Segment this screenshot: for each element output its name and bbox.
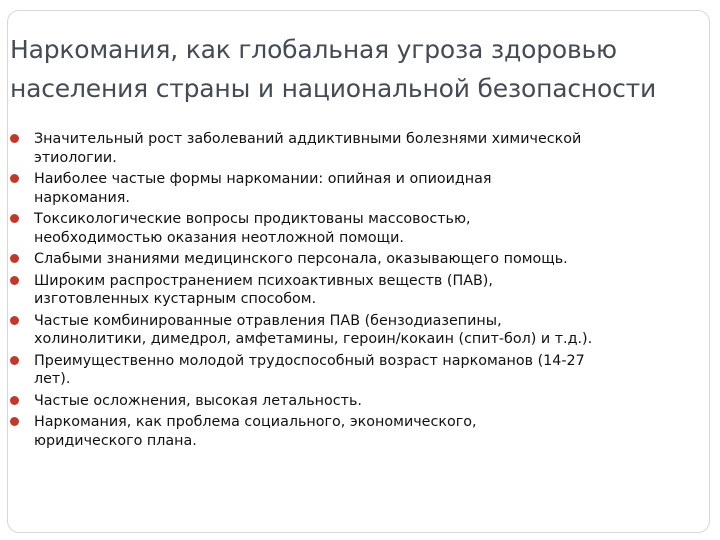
bullet-text-line: Значительный рост заболеваний аддиктивными болезнями химической: [34, 131, 582, 147]
bullet-dot-icon: [10, 276, 19, 285]
bullet-item: [10, 130, 710, 167]
bullet-dot-icon: [10, 417, 19, 426]
bullet-item: [10, 272, 710, 309]
bullet-item: [10, 312, 710, 349]
bullet-text-line: Слабыми знаниями медицинского персонала, оказывающего помощь.: [34, 251, 568, 267]
slide-title-line-2: населения страны и национальной безопасности: [10, 74, 657, 103]
bullet-dot-icon: [10, 316, 19, 325]
bullet-text-line: лет).: [34, 371, 71, 387]
bullet-dot-icon: [10, 356, 19, 365]
bullet-item: [10, 392, 710, 411]
bullet-list: [10, 130, 710, 453]
bullet-item: [10, 250, 710, 269]
bullet-text-line: изготовленных кустарным способом.: [34, 291, 317, 307]
bullet-text-line: Наиболее частые формы наркомании: опийная и опиоидная: [34, 171, 492, 187]
slide-title: [10, 30, 710, 108]
bullet-text-line: Широким распространением психоактивных веществ (ПАВ),: [34, 272, 493, 289]
bullet-text-line: Преимущественно молодой трудоспособный возраст наркоманов (14-27: [34, 352, 585, 369]
bullet-text-line: Токсикологические вопросы продиктованы массовостью,: [34, 211, 471, 227]
bullet-text-line: Частые комбинированные отравления ПАВ (бензодиазепины,: [34, 312, 502, 329]
bullet-item: [10, 413, 710, 450]
bullet-text-line: холинолитики, димедрол, амфетамины, героин/кокаин (спит-бол) и т.д.).: [34, 331, 593, 347]
bullet-text-line: наркомания.: [34, 189, 130, 206]
bullet-text-line: юридического плана.: [34, 432, 197, 449]
slide-title-line-1: Наркомания, как глобальная угроза здоровью: [10, 35, 617, 64]
bullet-text-line: этиологии.: [34, 149, 117, 166]
bullet-dot-icon: [10, 134, 19, 143]
bullet-dot-icon: [10, 174, 19, 183]
bullet-item: [10, 352, 710, 389]
bullet-dot-icon: [10, 214, 19, 223]
bullet-dot-icon: [10, 396, 19, 405]
bullet-dot-icon: [10, 254, 19, 263]
bullet-text-line: необходимостью оказания неотложной помощи.: [34, 229, 404, 246]
bullet-item: [10, 170, 710, 207]
bullet-text-line: Частые осложнения, высокая летальность.: [34, 392, 362, 409]
bullet-text-line: Наркомания, как проблема социального, экономического,: [34, 414, 477, 430]
bullet-item: [10, 210, 710, 247]
